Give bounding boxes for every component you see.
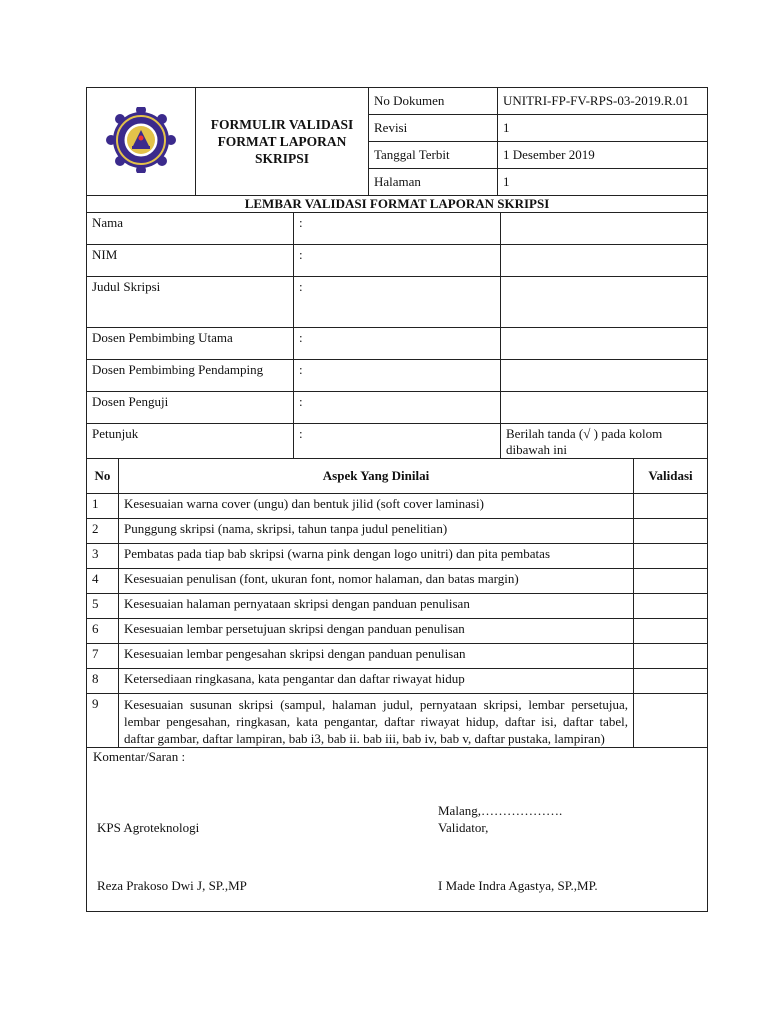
validator-signatory-name: I Made Indra Agastya, SP.,MP.	[438, 878, 598, 893]
aspect-text: Kesesuaian penulisan (font, ukuran font, nomor halaman, dan batas margin)	[119, 569, 634, 594]
row-number: 1	[87, 494, 119, 519]
logo-cell	[87, 88, 196, 196]
identity-row	[87, 245, 708, 277]
meta-label: No Dokumen	[369, 88, 498, 115]
aspect-text: Kesesuaian susunan skripsi (sampul, halaman judul, pernyataan skripsi, lembar persetujua, lembar pengesahan, ringkasan, kata pengantar, daftar riwayat hidup, daftar isi, daftar tabel, daftar gambar, daftar lampiran, bab i3, bab ii. bab iii, bab iv, bab v, daftar pustaka, lampiran)	[119, 694, 634, 748]
validation-cell[interactable]	[634, 669, 708, 694]
column-header-no: No	[87, 459, 119, 494]
identity-colon: :	[294, 213, 501, 245]
identity-row	[87, 213, 708, 245]
identity-row	[87, 360, 708, 392]
meta-value: 1 Desember 2019	[498, 142, 708, 169]
row-number: 4	[87, 569, 119, 594]
row-number: 2	[87, 519, 119, 544]
table-row	[87, 544, 708, 569]
validation-cell[interactable]	[634, 694, 708, 748]
row-number: 7	[87, 644, 119, 669]
identity-colon: :	[294, 277, 501, 328]
identity-label: Petunjuk	[87, 424, 294, 459]
aspect-text: Kesesuaian lembar persetujuan skripsi dengan panduan penulisan	[119, 619, 634, 644]
identity-label: Nama	[87, 213, 294, 245]
aspect-text: Kesesuaian halaman pernyataan skripsi dengan panduan penulisan	[119, 594, 634, 619]
row-number: 5	[87, 594, 119, 619]
main-supervisor-field[interactable]	[501, 328, 708, 360]
aspect-text: Punggung skripsi (nama, skripsi, tahun tanpa judul penelitian)	[119, 519, 634, 544]
table-row	[87, 669, 708, 694]
column-header-aspect: Aspek Yang Dinilai	[119, 459, 634, 494]
aspect-text: Ketersediaan ringkasana, kata pengantar dan daftar riwayat hidup	[119, 669, 634, 694]
table-row	[87, 519, 708, 544]
identity-label: Judul Skripsi	[87, 277, 294, 328]
table-row	[87, 569, 708, 594]
co-supervisor-field[interactable]	[501, 360, 708, 392]
table-row	[87, 619, 708, 644]
nim-field[interactable]	[501, 245, 708, 277]
identity-colon: :	[294, 424, 501, 459]
identity-label: Dosen Pembimbing Pendamping	[87, 360, 294, 392]
comments-section	[86, 748, 708, 912]
instruction-text: Berilah tanda (√ ) pada kolom dibawah ini	[501, 424, 708, 459]
identity-colon: :	[294, 360, 501, 392]
table-row	[87, 494, 708, 519]
identity-colon: :	[294, 328, 501, 360]
identity-colon: :	[294, 392, 501, 424]
validation-cell[interactable]	[634, 619, 708, 644]
table-row	[87, 644, 708, 669]
table-row	[87, 694, 708, 748]
form-header	[86, 87, 708, 196]
identity-colon: :	[294, 245, 501, 277]
aspects-table	[86, 458, 708, 748]
aspect-text: Pembatas pada tiap bab skripsi (warna pink dengan logo unitri) dan pita pembatas	[119, 544, 634, 569]
comments-label: Komentar/Saran :	[93, 749, 186, 764]
meta-value: 1	[498, 169, 708, 196]
table-row	[87, 594, 708, 619]
meta-label: Revisi	[369, 115, 498, 142]
validation-cell[interactable]	[634, 494, 708, 519]
place-date: Malang,……………….	[438, 803, 563, 818]
validator-label: Validator,	[438, 820, 489, 835]
validation-cell[interactable]	[634, 519, 708, 544]
aspects-header-row	[87, 459, 708, 494]
identity-label: Dosen Pembimbing Utama	[87, 328, 294, 360]
row-number: 9	[87, 694, 119, 748]
section-banner: LEMBAR VALIDASI FORMAT LAPORAN SKRIPSI	[87, 196, 708, 213]
thesis-title-field[interactable]	[501, 277, 708, 328]
meta-label: Halaman	[369, 169, 498, 196]
column-header-validation: Validasi	[634, 459, 708, 494]
identity-row	[87, 277, 708, 328]
meta-value: UNITRI-FP-FV-RPS-03-2019.R.01	[498, 88, 708, 115]
row-number: 8	[87, 669, 119, 694]
form-title: FORMULIR VALIDASI FORMAT LAPORAN SKRIPSI	[196, 88, 369, 196]
name-field[interactable]	[501, 213, 708, 245]
identity-row	[87, 392, 708, 424]
validation-cell[interactable]	[634, 594, 708, 619]
validation-cell[interactable]	[634, 544, 708, 569]
identity-table	[86, 195, 708, 459]
aspect-text: Kesesuaian lembar pengesahan skripsi dengan panduan penulisan	[119, 644, 634, 669]
validation-cell[interactable]	[634, 569, 708, 594]
validation-cell[interactable]	[634, 644, 708, 669]
identity-label: Dosen Penguji	[87, 392, 294, 424]
university-logo-icon	[101, 107, 181, 173]
identity-label: NIM	[87, 245, 294, 277]
row-number: 6	[87, 619, 119, 644]
meta-value: 1	[498, 115, 708, 142]
meta-label: Tanggal Terbit	[369, 142, 498, 169]
examiner-field[interactable]	[501, 392, 708, 424]
aspect-text: Kesesuaian warna cover (ungu) dan bentuk jilid (soft cover laminasi)	[119, 494, 634, 519]
identity-row	[87, 424, 708, 459]
kps-signatory-name: Reza Prakoso Dwi J, SP.,MP	[97, 878, 247, 893]
row-number: 3	[87, 544, 119, 569]
identity-row	[87, 328, 708, 360]
kps-title: KPS Agroteknologi	[97, 820, 200, 835]
validation-form	[86, 87, 708, 912]
